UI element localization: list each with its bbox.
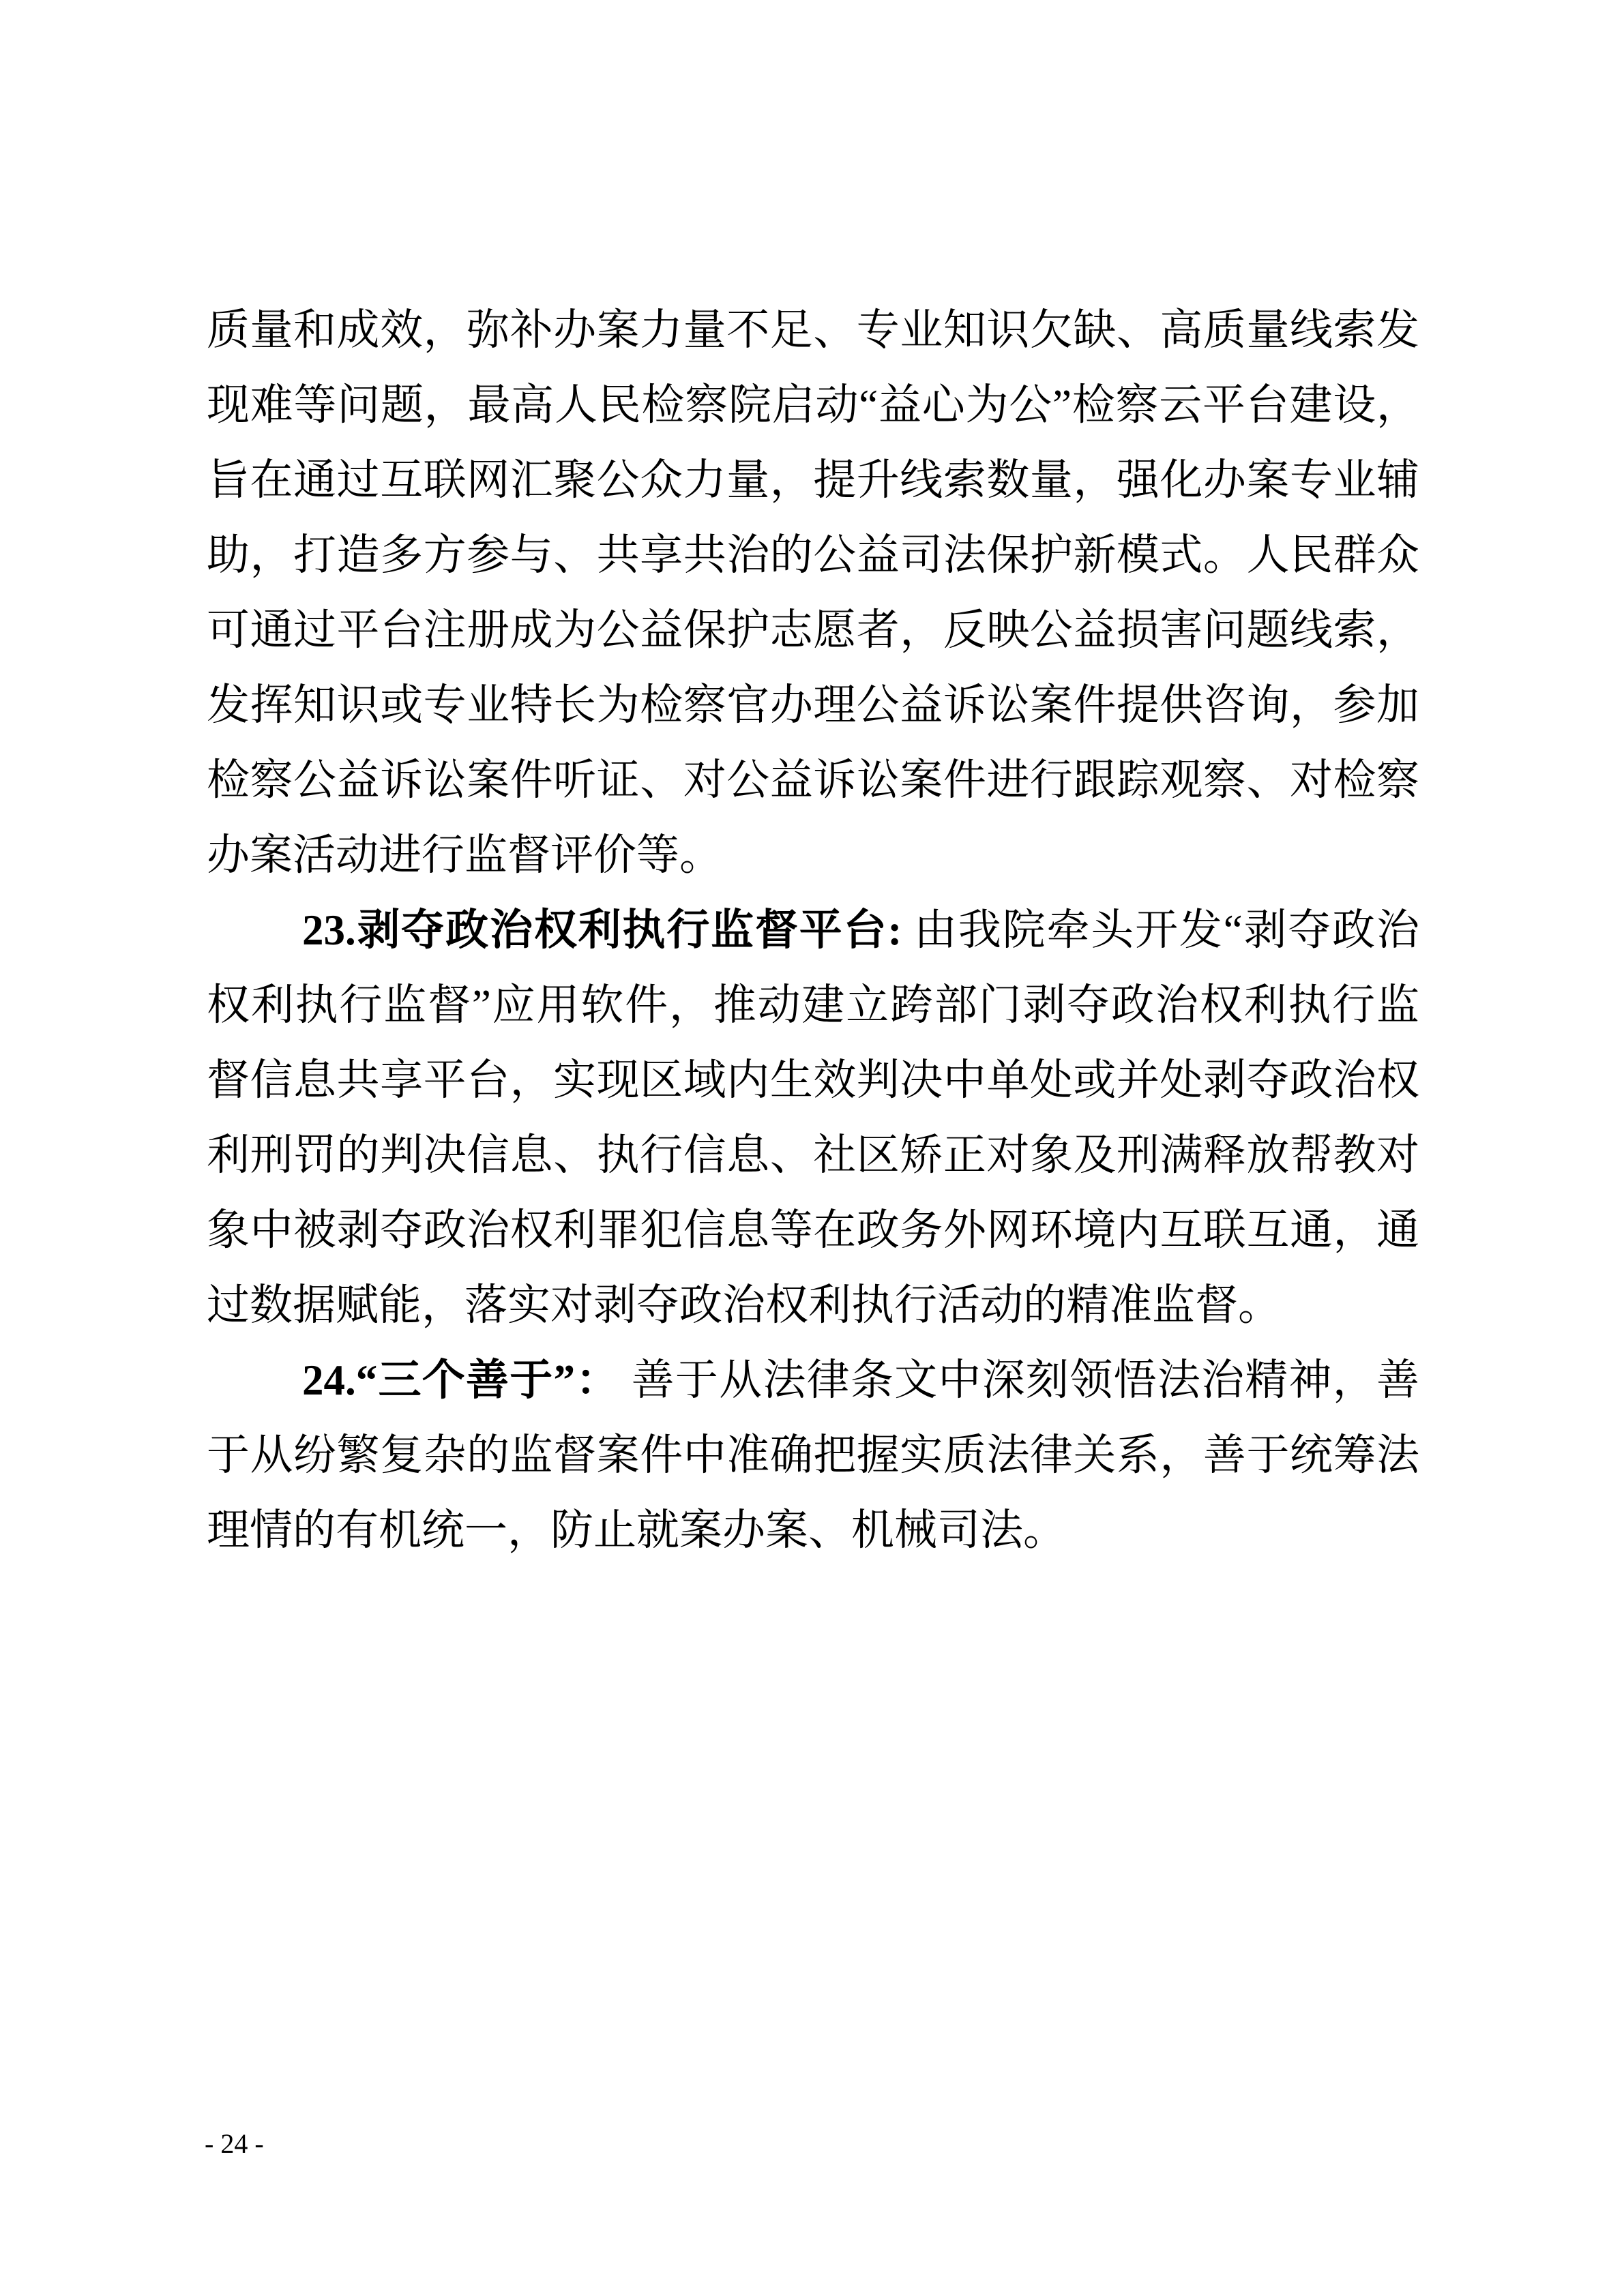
paragraph-text: 由我院牵头开发“剥夺政治权利执行监督”应用软件，推动建立跨部门剥夺政治权利执行监督信息共享平台，实现区域内生效判决中单处或并处剥夺政治权利刑罚的判决信息、执行信息、社区矫正对象及刑满释放帮教对象中被剥夺政治权利罪犯信息等在政务外网环境内互联互通，通过数据赋能，落实对剥夺政治权利执行活动的精准监督。 bbox=[207, 906, 1420, 1329]
paragraph-item-24 bbox=[207, 1343, 1419, 1568]
page-footer bbox=[205, 2128, 264, 2160]
glossary-term-24: 24.“三个善于”： bbox=[302, 1356, 632, 1404]
page-number: - 24 - bbox=[205, 2128, 264, 2159]
paragraph-item-23 bbox=[207, 893, 1419, 1343]
paragraph-text: 善于从法律条文中深刻领悟法治精神，善于从纷繁复杂的监督案件中准确把握实质法律关系，善于统筹法理情的有机统一，防止就案办案、机械司法。 bbox=[207, 1356, 1420, 1554]
paragraph-text: 质量和成效，弥补办案力量不足、专业知识欠缺、高质量线索发现难等问题，最高人民检察院启动“益心为公”检察云平台建设，旨在通过互联网汇聚公众力量，提升线索数量，强化办案专业辅助，打造多方参与、共享共治的公益司法保护新模式。人民群众可通过平台注册成为公益保护志愿者，反映公益损害问题线索，发挥知识或专业特长为检察官办理公益诉讼案件提供咨询，参加检察公益诉讼案件听证、对公益诉讼案件进行跟踪观察、对检察办案活动进行监督评价等。 bbox=[207, 306, 1419, 879]
paragraph-continuation bbox=[207, 293, 1419, 893]
page-body-text bbox=[207, 293, 1419, 1568]
glossary-term-23: 23.剥夺政治权利执行监督平台: bbox=[302, 906, 914, 954]
